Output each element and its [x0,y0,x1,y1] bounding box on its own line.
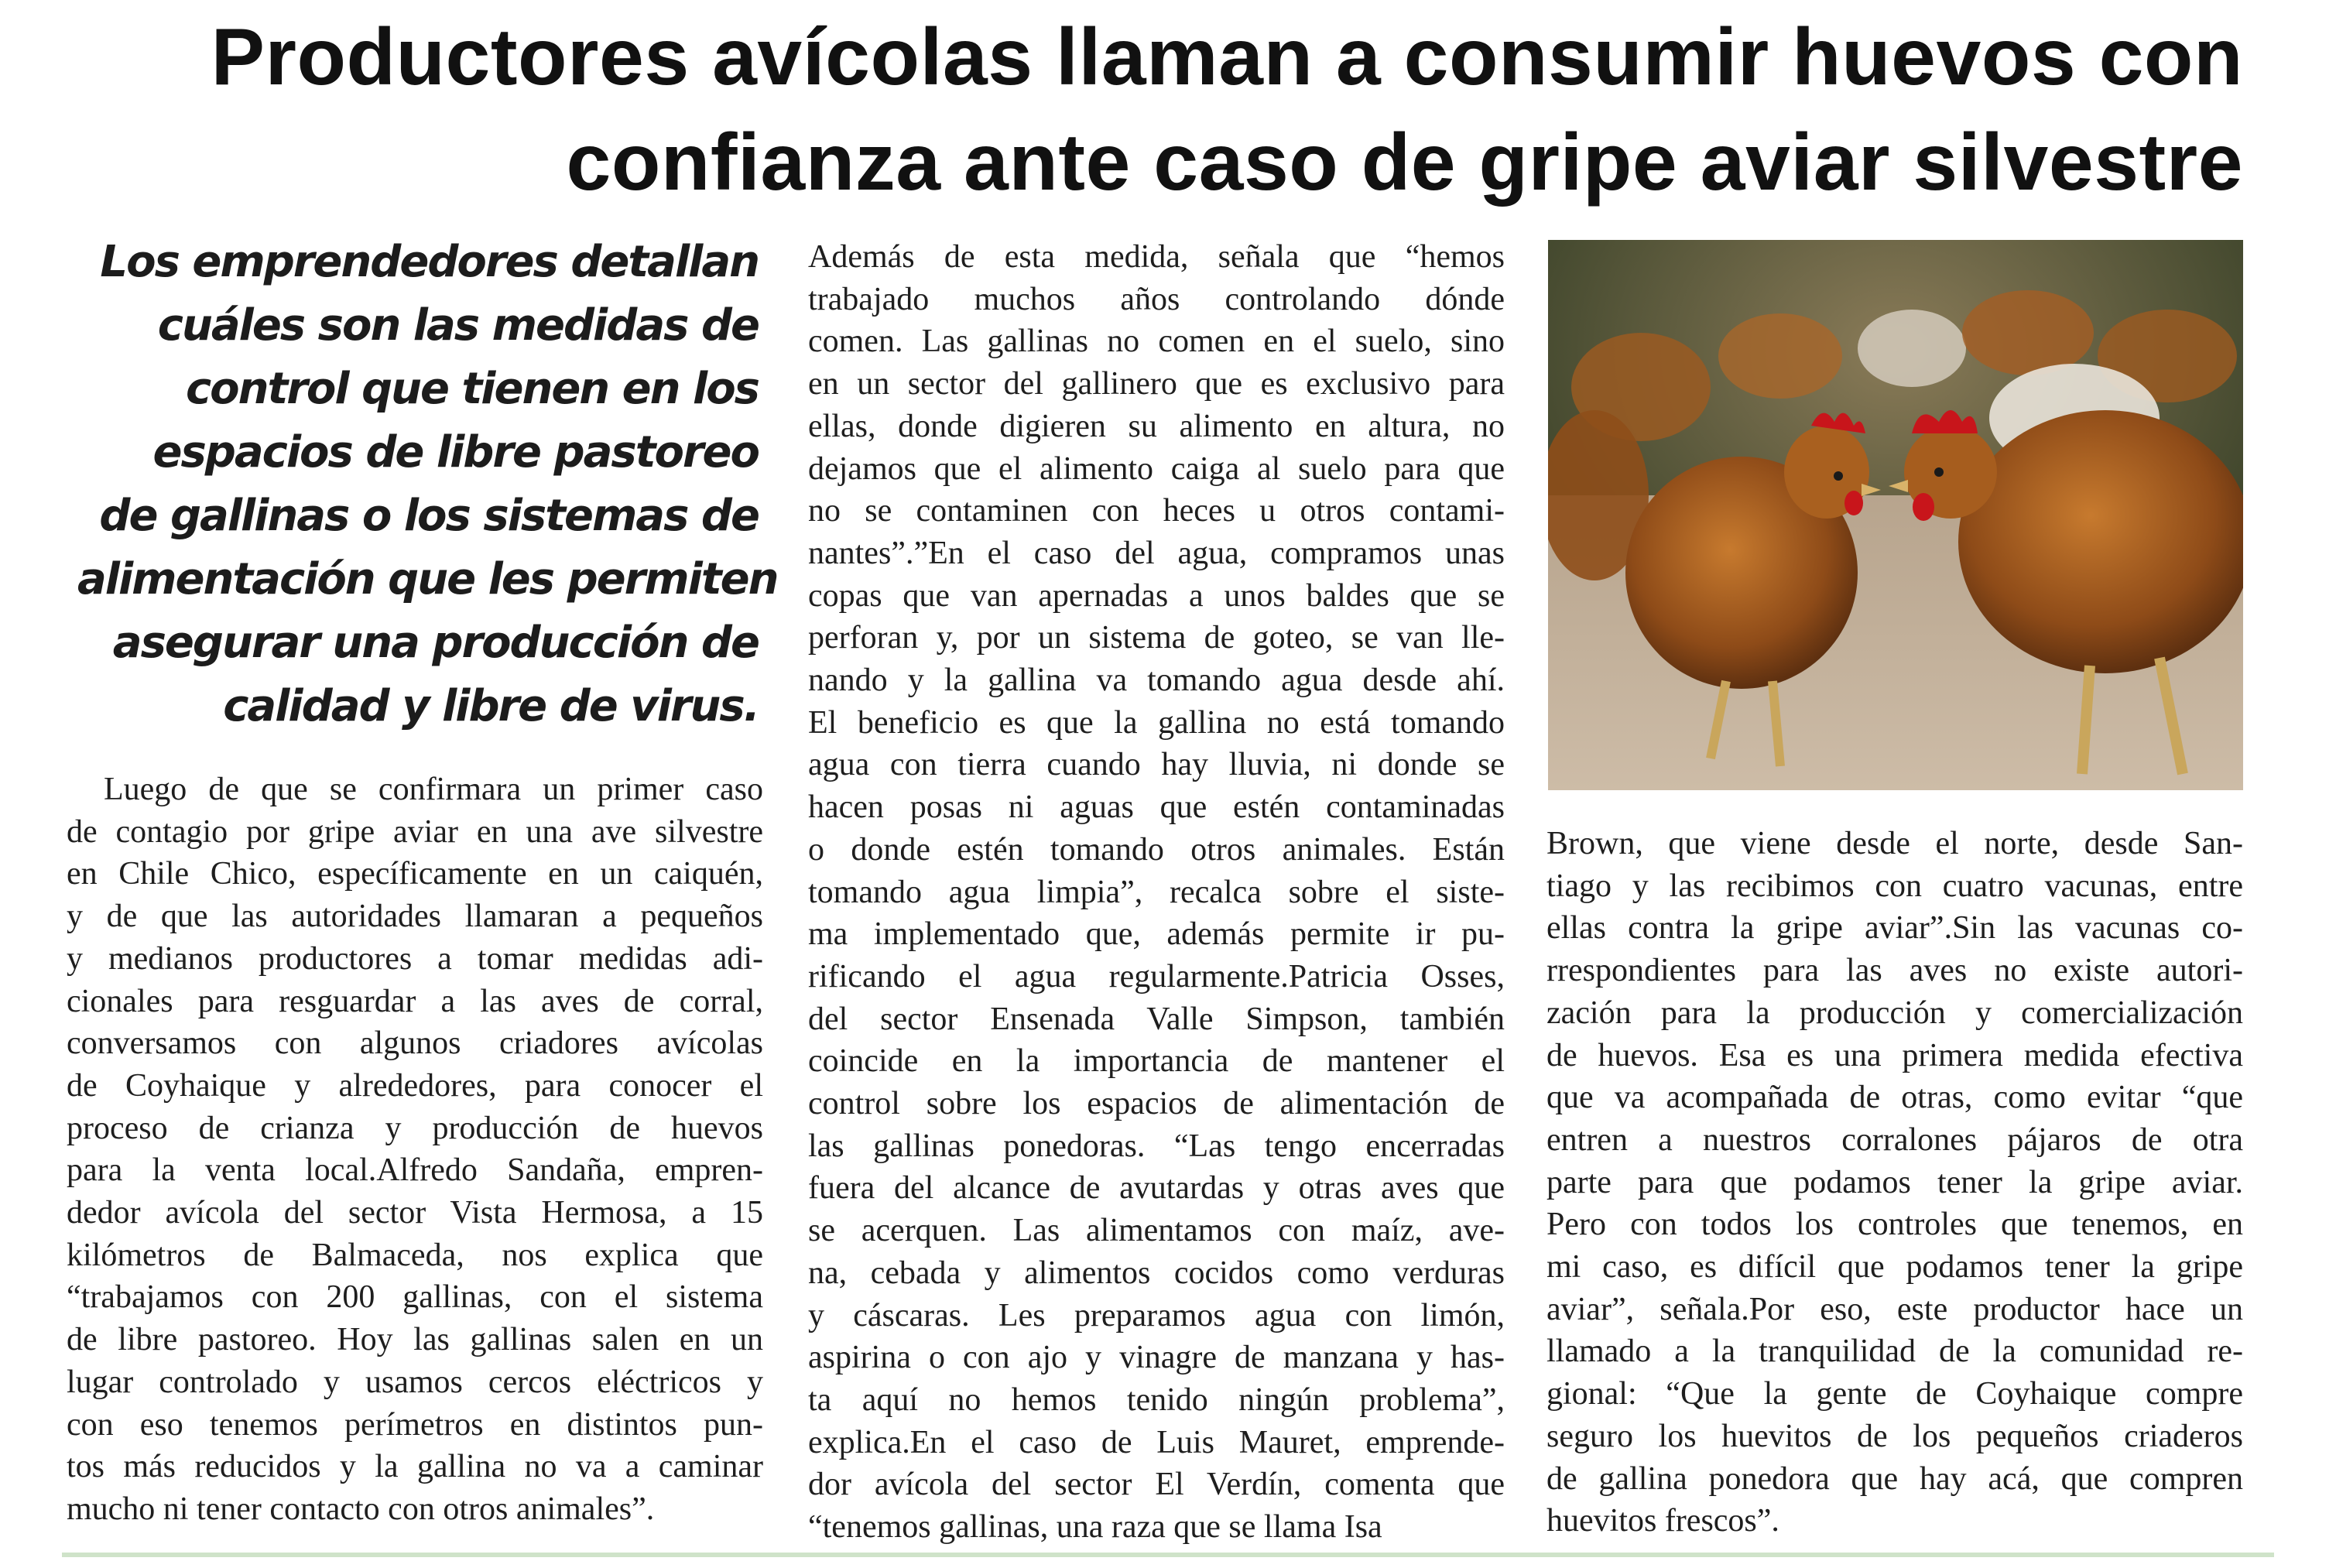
body-line: cionales para resguardar a las aves de corral, [67,983,763,1019]
body-line: y de que las autoridades llamaran a pequeños [67,899,763,935]
body-line: “trabajamos con 200 gallinas, con el sistema [67,1279,763,1316]
body-line: seguro los huevitos de los pequeños criaderos [1546,1418,2243,1454]
body-line: de contagio por gripe aviar en una ave silvestre [67,813,763,850]
body-line: dor avícola del sector El Verdín, comenta que [808,1467,1505,1503]
body-line: se acerquen. Las alimentamos con maíz, ave- [808,1213,1505,1249]
body-line: kilómetros de Balmaceda, nos explica que [67,1237,763,1273]
body-line: coincide en la importancia de mantener el [808,1043,1505,1080]
body-line: para la venta local.Alfredo Sandaña, empren- [67,1152,763,1189]
body-line: copas que van apernadas a unos baldes que se [808,577,1505,614]
body-line: las gallinas ponedoras. “Las tengo encerradas [808,1128,1505,1164]
body-line: ellas, donde digieren su alimento en altura, no [808,408,1505,444]
body-line: con eso tenemos perímetros en distintos pun- [67,1406,763,1443]
body-line: nando y la gallina va tomando agua desde ahí. [808,662,1505,699]
deck-line: cuáles son las medidas de [157,300,759,351]
body-line: mi caso, es difícil que podamos tener la gripe [1546,1249,2243,1286]
body-line: tiago y las recibimos con cuatro vacunas, entre [1546,868,2243,904]
headline [62,5,2243,215]
deck-subtitle [77,231,778,738]
body-line: “tenemos gallinas, una raza que se llama Isa [808,1509,1382,1546]
body-line: aviar”, señala.Por eso, este productor hace un [1546,1291,2243,1327]
body-line: trabajado muchos años controlando dónde [808,281,1505,317]
body-line: Luego de que se confirmara un primer caso [104,772,763,807]
deck-line: alimentación que les permiten [77,554,778,604]
body-line: rrespondientes para las aves no existe autori- [1546,953,2243,989]
body-line: conversamos con algunos criadores avícolas [67,1025,763,1062]
body-line: o donde estén tomando otros animales. Están [808,831,1505,868]
body-line: dedor avícola del sector Vista Hermosa, a 15 [67,1195,763,1231]
body-column-3 [1546,823,2243,1542]
body-line: na, cebada y alimentos cocidos como verduras [808,1255,1505,1291]
deck-line: control que tienen en los [185,364,759,414]
headline-line: Productores avícolas llaman a consumir huevos con [211,12,2243,102]
body-line: y medianos productores a tomar medidas adi- [67,940,763,977]
deck-line: calidad y libre de virus. [223,681,759,731]
body-line: aspirina o con ajo y vinagre de manzana y has- [808,1340,1505,1376]
deck-line: espacios de libre pastoreo [152,427,759,478]
deck-line: Los emprendedores detallan [100,237,759,287]
body-line: lugar controlado y usamos cercos eléctricos y [67,1364,763,1400]
body-line: del sector Ensenada Valle Simpson, también [808,1001,1505,1037]
body-line: nantes”.”En el caso del agua, compramos unas [808,535,1505,571]
body-line: Además de esta medida, señala que “hemos [808,239,1505,275]
body-line: parte para que podamos tener la gripe aviar. [1546,1164,2243,1200]
deck-line: de gallinas o los sistemas de [99,491,759,541]
body-line: no se contaminen con heces u otros contami- [808,493,1505,529]
body-line: en Chile Chico, específicamente en un caiquén, [67,856,763,892]
body-line: llamado a la tranquilidad de la comunidad re- [1546,1333,2243,1370]
body-line: ta aquí no hemos tenido ningún problema”, [808,1381,1505,1418]
body-line: Pero con todos los controles que tenemos, en [1546,1207,2243,1243]
hens-photo [1548,240,2243,790]
body-column-2 [808,236,1505,1549]
body-line: de gallina ponedora que hay acá, que compren [1546,1460,2243,1497]
body-line: tomando agua limpia”, recalca sobre el siste- [808,874,1505,910]
body-line: agua con tierra cuando hay lluvia, ni donde se [808,747,1505,783]
deck-line: asegurar una producción de [112,618,759,668]
body-line: huevitos frescos”. [1546,1503,1779,1539]
body-line: perforan y, por un sistema de goteo, se van lle- [808,620,1505,656]
body-line: zación para la producción y comercialización [1546,995,2243,1031]
body-line: hacen posas ni aguas que estén contaminadas [808,789,1505,826]
body-line: rificando el agua regularmente.Patricia Osses, [808,958,1505,995]
body-line: ma implementado que, además permite ir pu- [808,916,1505,953]
body-line: que va acompañada de otras, como evitar “que [1546,1080,2243,1116]
body-line: mucho ni tener contacto con otros animales”. [67,1491,655,1527]
body-line: tos más reducidos y la gallina no va a caminar [67,1449,763,1485]
body-column-1 [67,769,763,1531]
body-line: dejamos que el alimento caiga al suelo para que [808,450,1505,487]
body-line: proceso de crianza y producción de huevos [67,1110,763,1146]
body-line: de libre pastoreo. Hoy las gallinas salen en un [67,1322,763,1358]
body-line: comen. Las gallinas no comen en el suelo, sino [808,324,1505,360]
body-line: explica.En el caso de Luis Mauret, emprende- [808,1424,1505,1460]
body-line: y cáscaras. Les preparamos agua con limón, [808,1297,1505,1333]
headline-line: confianza ante caso de gripe aviar silvestre [566,118,2243,207]
body-line: fuera del alcance de avutardas y otras aves que [808,1170,1505,1207]
body-line: en un sector del gallinero que es exclusivo para [808,366,1505,402]
body-line: control sobre los espacios de alimentación de [808,1086,1505,1122]
body-line: de Coyhaique y alrededores, para conocer el [67,1067,763,1104]
body-line: El beneficio es que la gallina no está tomando [808,704,1505,741]
hens-illustration [1548,240,2243,790]
body-line: ellas contra la gripe aviar”.Sin las vacunas co- [1546,910,2243,947]
body-line: Brown, que viene desde el norte, desde San- [1546,826,2243,861]
body-line: entren a nuestros corralones pájaros de otra [1546,1121,2243,1158]
body-line: gional: “Que la gente de Coyhaique compre [1546,1376,2243,1412]
body-line: de huevos. Esa es una primera medida efectiva [1546,1037,2243,1073]
bottom-rule [62,1553,2274,1557]
